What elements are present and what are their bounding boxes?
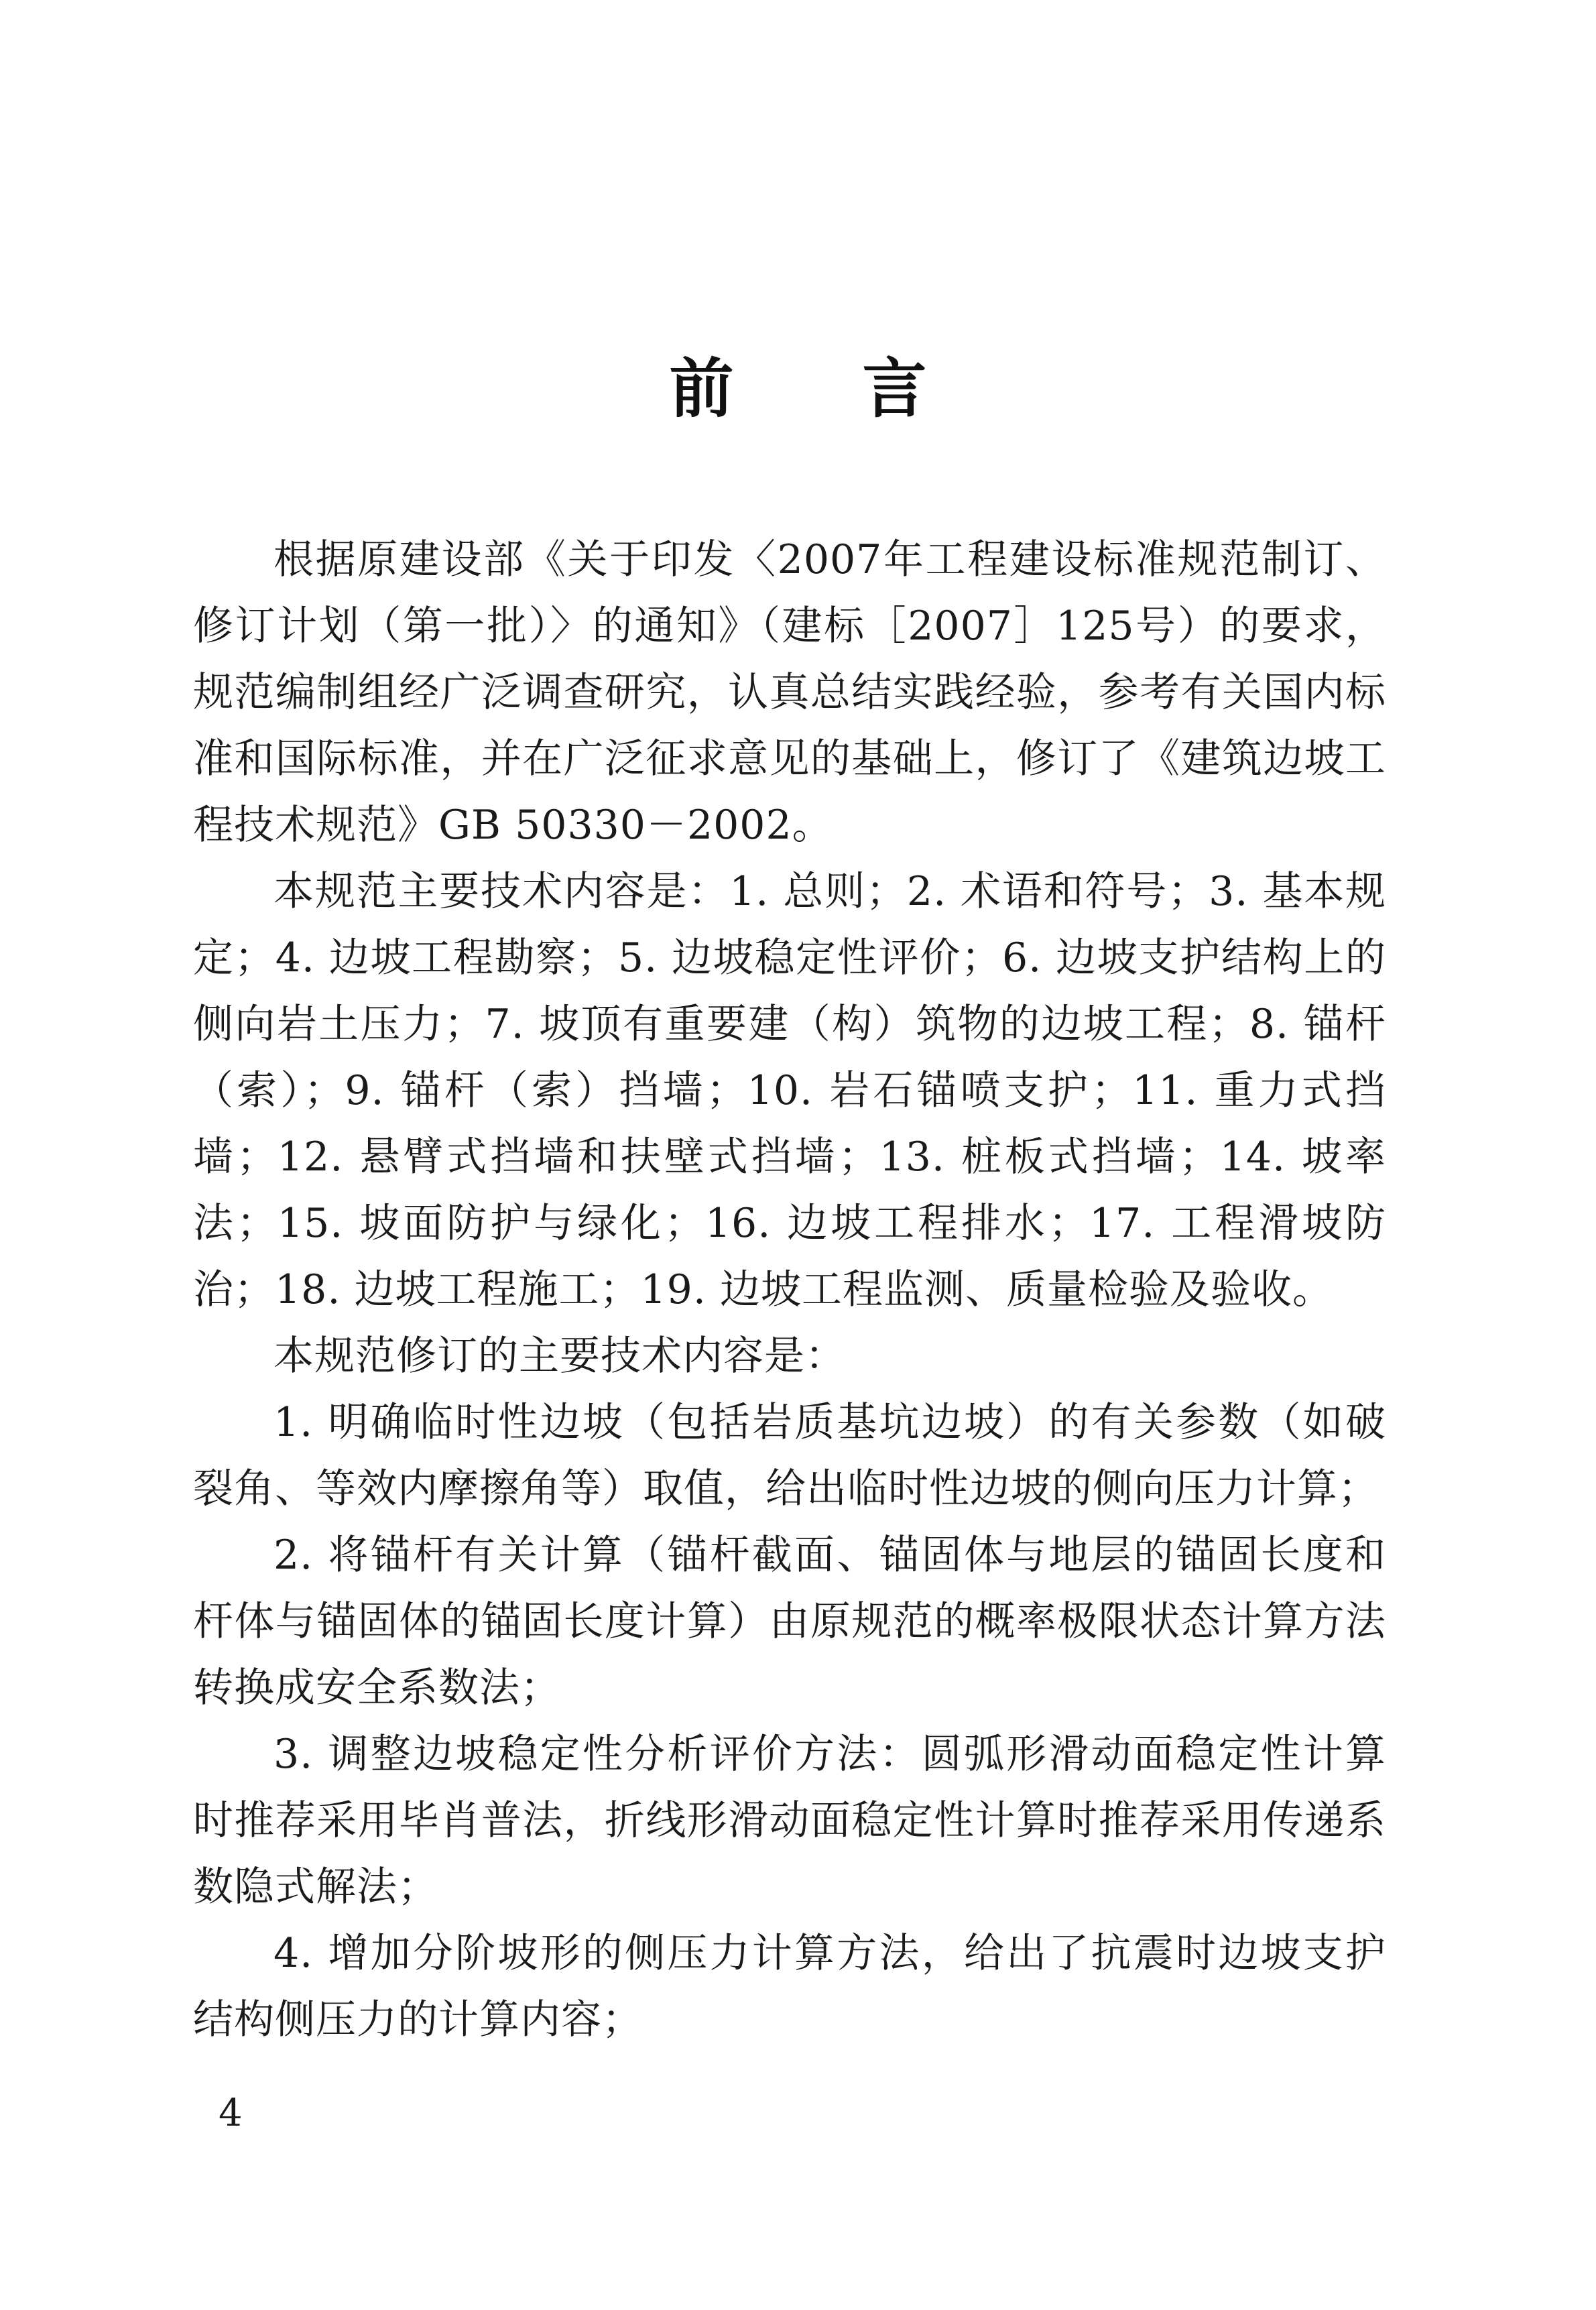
page-number: 4 bbox=[219, 2091, 243, 2135]
paragraph: 本规范主要技术内容是：1. 总则；2. 术语和符号；3. 基本规定；4. 边坡工程勘察；5. 边坡稳定性评价；6. 边坡支护结构上的侧向岩土压力；7. 坡顶有重要建（构）筑物的边坡工程；8. 锚杆（索）；9. 锚杆（索）挡墙；10. 岩石锚喷支护；11. 重力式挡墙；12. 悬臂式挡墙和扶壁式挡墙；13. 桩板式挡墙；14. 坡率法；15. 坡面防护与绿化；16. 边坡工程排水；17. 工程滑坡防治；18. 边坡工程施工；19. 边坡工程监测、质量检验及验收。 bbox=[193, 868, 1386, 1313]
paragraph: 3. 调整边坡稳定性分析评价方法：圆弧形滑动面稳定性计算时推荐采用毕肖普法，折线形滑动面稳定性计算时推荐采用传递系数隐式解法； bbox=[193, 1731, 1386, 1910]
page-title: 前 言 bbox=[669, 351, 927, 426]
body-text bbox=[193, 527, 1386, 2053]
paragraph: 1. 明确临时性边坡（包括岩质基坑边坡）的有关参数（如破裂角、等效内摩擦角等）取值，给出临时性边坡的侧向压力计算； bbox=[193, 1399, 1386, 1512]
paragraph: 2. 将锚杆有关计算（锚杆截面、锚固体与地层的锚固长度和杆体与锚固体的锚固长度计算）由原规范的概率极限状态计算方法转换成安全系数法； bbox=[193, 1532, 1386, 1711]
paragraph: 本规范修订的主要技术内容是： bbox=[273, 1333, 846, 1380]
paragraph: 4. 增加分阶坡形的侧压力计算方法，给出了抗震时边坡支护结构侧压力的计算内容； bbox=[193, 1930, 1386, 2043]
paragraph: 根据原建设部《关于印发〈2007年工程建设标准规范制订、修订计划（第一批）〉的通知》（建标［2007］125号）的要求，规范编制组经广泛调查研究，认真总结实践经验，参考有关国内标准和国际标准，并在广泛征求意见的基础上，修订了《建筑边坡工程技术规范》GB 50330－2002。 bbox=[193, 536, 1386, 849]
